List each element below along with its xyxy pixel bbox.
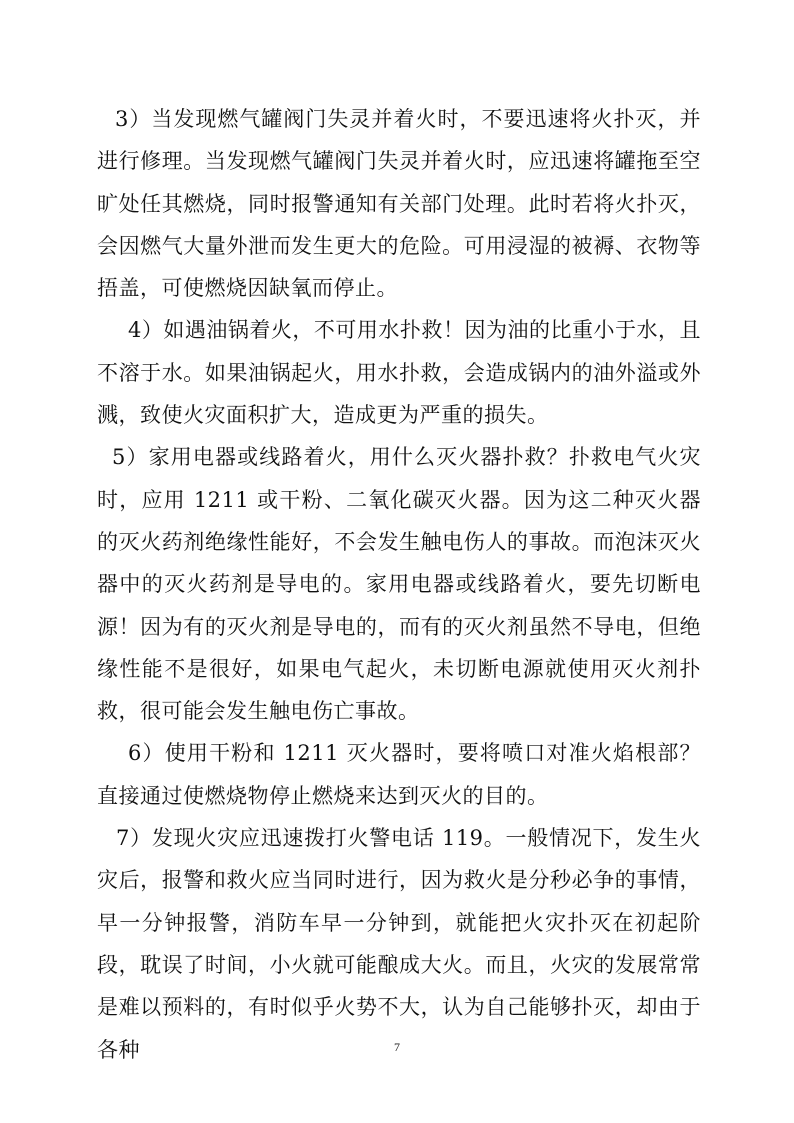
paragraph-7-fire-alarm-call: 7）发现火灾应迅速拨打火警电话 119。一般情况下，发生火灾后，报警和救火应当同时进行，因为救火是分秒必争的事情，早一分钟报警，消防车早一分钟到，就能把火灾扑灭在初起阶段，耽误了时间，小火就可能酿成大火。而且，火灾的发展常常是难以预料的，有时似乎火势不大，认为自己能够扑灭，却由于各种 bbox=[97, 826, 701, 1062]
paragraph-5-electrical-fire: 5）家用电器或线路着火，用什么灭火器扑救？扑救电气火灾时，应用 1211 或干粉、二氧化碳灭火器。因为这二种灭火器的灭火药剂绝缘性能好，不会发生触电伤人的事故。而泡沫灭火器中的灭火药剂是导电的。家用电器或线路着火，要先切断电源！因为有的灭火剂是导电的，而有的灭火剂虽然不导电，但绝缘性能不是很好，如果电气起火，未切断电源就使用灭火剂扑救，很可能会发生触电伤亡事故。 bbox=[97, 445, 701, 724]
paragraph-3-gas-tank-fire: 3）当发现燃气罐阀门失灵并着火时，不要迅速将火扑灭，并进行修理。当发现燃气罐阀门失灵并着火时，应迅速将罐拖至空旷处任其燃烧，同时报警通知有关部门处理。此时若将火扑灭，会因燃气大量外泄而发生更大的危险。可用浸湿的被褥、衣物等捂盖，可使燃烧因缺氧而停止。 bbox=[97, 107, 701, 301]
paragraph-6-extinguisher-use: 6）使用干粉和 1211 灭火器时，要将喷口对准火焰根部？直接通过使燃烧物停止燃烧来达到灭火的目的。 bbox=[97, 741, 701, 808]
page-number: 7 bbox=[394, 1040, 400, 1054]
paragraph-4-oil-pan-fire: 4）如遇油锅着火，不可用水扑救！因为油的比重小于水，且不溶于水。如果油锅起火，用水扑救，会造成锅内的油外溢或外溅，致使火灾面积扩大，造成更为严重的损失。 bbox=[97, 318, 701, 428]
body-text bbox=[97, 98, 701, 1071]
